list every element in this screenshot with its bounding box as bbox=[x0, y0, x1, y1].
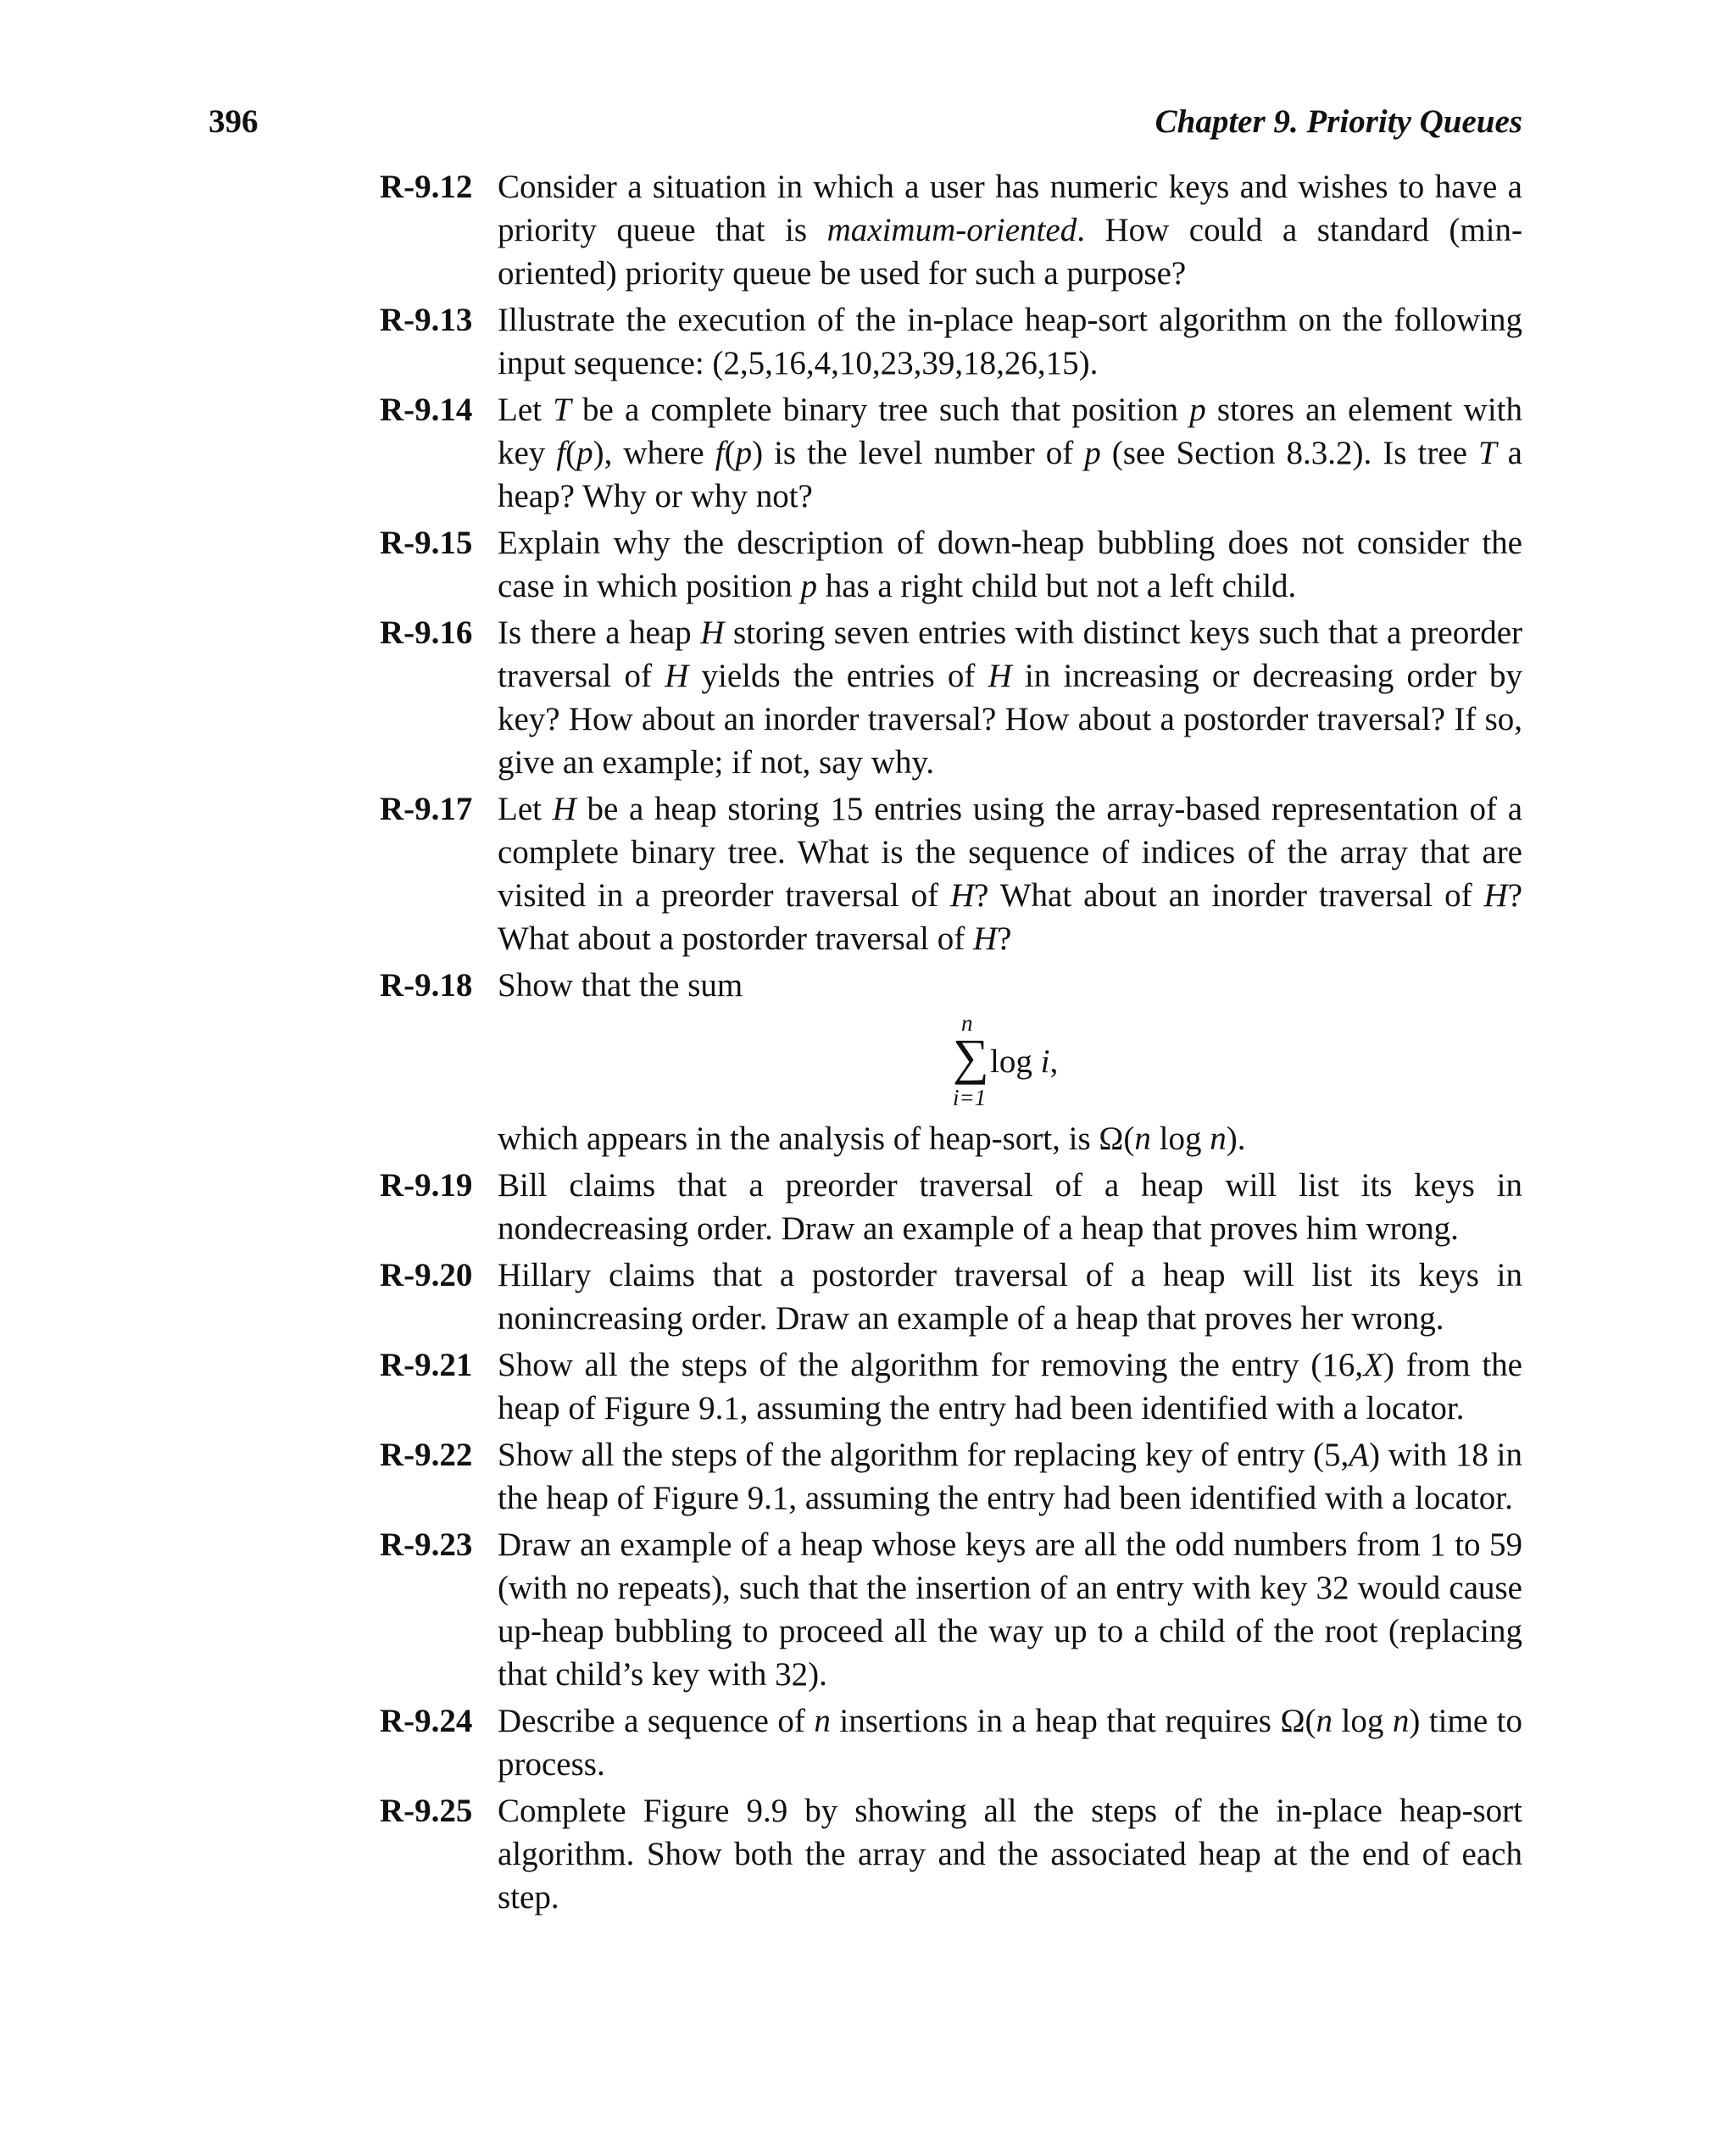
exercise-label: R-9.14 bbox=[380, 392, 473, 428]
exercise-text: Show all the steps of the algorithm for removing the entry (16,X) from the heap of Figure 9.1, assuming the entry had been identified with a locator. bbox=[498, 1347, 1522, 1426]
exercise-item bbox=[380, 1254, 1522, 1340]
exercise-item bbox=[380, 787, 1522, 960]
exercise-label: R-9.15 bbox=[380, 525, 473, 561]
exercise-item bbox=[380, 521, 1522, 608]
exercise-text: Let T be a complete binary tree such that position p stores an element with key f(p), where f(p) is the level number of p (see Section 8.3.2). Is tree T a heap? Why or why not? bbox=[498, 392, 1523, 514]
exercise-item bbox=[380, 388, 1522, 518]
exercise-text: Explain why the description of down-heap bubbling does not consider the case in which position p has a right child but not a left child. bbox=[498, 525, 1522, 604]
exercise-label: R-9.21 bbox=[380, 1347, 473, 1383]
sum-upper-limit: n bbox=[961, 1010, 973, 1036]
exercise-label: R-9.23 bbox=[380, 1527, 473, 1563]
exercise-label: R-9.24 bbox=[380, 1703, 473, 1739]
exercise-label: R-9.25 bbox=[380, 1793, 473, 1829]
exercise-text: Show that the sum bbox=[498, 967, 743, 1004]
exercise-text: Complete Figure 9.9 by showing all the steps of the in-place heap-sort algorithm. Show both the array and the associated heap at the end of each step. bbox=[498, 1793, 1522, 1916]
running-header bbox=[209, 98, 1522, 146]
exercise-item bbox=[380, 1699, 1522, 1786]
sigma-symbol: ∑ bbox=[953, 1029, 989, 1085]
exercise-text: Hillary claims that a postorder traversal of a heap will list its keys in nonincreasing order. Draw an example of a heap that proves her wrong. bbox=[498, 1257, 1522, 1337]
exercise-text: Bill claims that a preorder traversal of a heap will list its keys in nondecreasing order. Draw an example of a heap that proves him wrong. bbox=[498, 1167, 1522, 1247]
exercise-item bbox=[380, 1343, 1522, 1430]
exercise-label: R-9.22 bbox=[380, 1437, 473, 1473]
exercise-item bbox=[380, 1164, 1522, 1250]
exercise-text: Draw an example of a heap whose keys are all the odd numbers from 1 to 59 (with no repeats), such that the insertion of an entry with key 32 would cause up-heap bubbling to proceed all the way up to a child of the root (replacing that child’s key with 32). bbox=[498, 1527, 1522, 1693]
exercise-text: Illustrate the execution of the in-place heap-sort algorithm on the following input sequence: (2,5,16,4,10,23,39,18,26,15). bbox=[498, 302, 1522, 381]
exercise-item bbox=[380, 1433, 1522, 1520]
exercise-text: Consider a situation in which a user has numeric keys and wishes to have a priority queue that is maximum-oriented. How could a standard (min-oriented) priority queue be used for such a purpose? bbox=[498, 169, 1522, 292]
exercise-label: R-9.19 bbox=[380, 1167, 473, 1204]
exercise-text: Is there a heap H storing seven entries with distinct keys such that a preorder traversal of H yields the entries of H in increasing or decreasing order by key? How about an inorder traversal? How about a postorder traversal? If so, give an example; if not, say why. bbox=[498, 614, 1523, 781]
exercise-label: R-9.18 bbox=[380, 967, 473, 1004]
sum-lower-limit: i=1 bbox=[953, 1085, 987, 1110]
chapter-title: Chapter 9. Priority Queues bbox=[1155, 103, 1522, 140]
exercise-text: Show all the steps of the algorithm for replacing key of entry (5,A) with 18 in the heap of Figure 9.1, assuming the entry had been identified with a locator. bbox=[498, 1437, 1522, 1516]
sum-formula bbox=[498, 1010, 1522, 1112]
exercise-list bbox=[380, 165, 1522, 1922]
exercise-label: R-9.17 bbox=[380, 791, 473, 827]
sum-body: log i, bbox=[990, 1043, 1059, 1080]
exercise-text-continued: which appears in the analysis of heap-sort, is Ω(n log n). bbox=[498, 1121, 1246, 1157]
exercise-text: Let H be a heap storing 15 entries using the array-based representation of a complete binary tree. What is the sequence of indices of the array that are visited in a preorder traversal of H? What about an inorder traversal of H? What about a postorder traversal of H? bbox=[498, 791, 1523, 957]
exercise-item bbox=[380, 298, 1522, 385]
exercise-label: R-9.16 bbox=[380, 614, 473, 651]
exercise-label: R-9.13 bbox=[380, 302, 473, 338]
exercise-item bbox=[380, 1789, 1522, 1919]
exercise-item bbox=[380, 165, 1522, 295]
exercise-text: Describe a sequence of n insertions in a heap that requires Ω(n log n) time to process. bbox=[498, 1703, 1523, 1782]
exercise-item bbox=[380, 964, 1522, 1160]
page-number: 396 bbox=[209, 103, 259, 140]
exercise-item bbox=[380, 1523, 1522, 1696]
exercise-label: R-9.12 bbox=[380, 169, 473, 205]
exercise-item bbox=[380, 611, 1522, 784]
exercise-label: R-9.20 bbox=[380, 1257, 473, 1293]
